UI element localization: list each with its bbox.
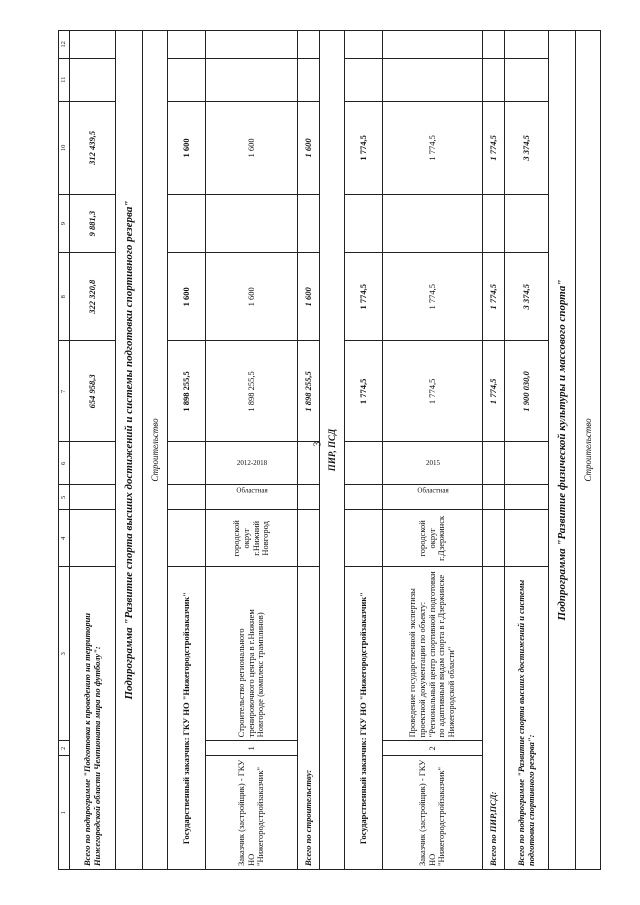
object2-location: городской округ г.Дзержинск xyxy=(383,510,483,567)
section-construction2-row xyxy=(576,31,601,870)
customer2-row xyxy=(345,31,383,870)
col-num-7: 7 xyxy=(59,341,70,442)
customer2-v7: 1 774,5 xyxy=(345,341,383,442)
total-construction-v10: 1 600 xyxy=(298,101,320,194)
total-reserve-v10: 3 374,5 xyxy=(505,101,549,194)
page-number: 3 xyxy=(312,441,324,447)
col-num-1: 1 xyxy=(59,756,70,870)
object1-years: 2012-2018 xyxy=(236,459,267,468)
rotated-table-wrapper xyxy=(58,30,593,870)
object2-v7: 1 774,5 xyxy=(383,341,483,442)
object1-number: 1 xyxy=(206,741,298,756)
object1-budget: Областная xyxy=(235,486,268,495)
col-num-12: 12 xyxy=(59,31,70,59)
column-number-row xyxy=(59,31,70,870)
section-construction2-title: Строительство xyxy=(576,31,601,870)
section-construction-title: Строительство xyxy=(143,31,168,870)
section-construction-row xyxy=(143,31,168,870)
total-reserve-label: Всего по подпрограмме "Развитие спорта высших достижений и системы подготовки спортивного резерва": xyxy=(505,567,549,870)
object2-v8: 1 774,5 xyxy=(383,253,483,341)
total-football-v9: 9 881,3 xyxy=(70,195,116,253)
customer2-label: Государственный заказчик: ГКУ НО "Нижегородстройзаказчик" xyxy=(345,567,383,870)
object1-description: Строительство регионального тренировочного центра в г.Нижнем Новгороде (комплекс трамплинов) xyxy=(206,567,298,741)
object1-location: городской округ г.Нижний Новгород xyxy=(206,510,298,567)
construction-program-table xyxy=(58,30,601,870)
total-football-v8: 322 320,8 xyxy=(70,253,116,341)
customer2-v8: 1 774,5 xyxy=(345,253,383,341)
object2-description: Проведение государственной экспертизы проектной документации по объекту: "Региональный центр спортивной подготовки по адаптивным видам спорта в г.Дзержинске Нижегородской области" xyxy=(383,567,483,741)
col-num-4: 4 xyxy=(59,510,70,567)
object1-customer: Заказчик (застройщик) - ГКУ НО "Нижегородстройзаказчик" xyxy=(206,756,298,870)
customer1-v8: 1 600 xyxy=(168,253,206,341)
customer1-row xyxy=(168,31,206,870)
customer1-v10: 1 600 xyxy=(168,101,206,194)
total-pir-label: Всего по ПИР,ПСД: xyxy=(483,567,505,870)
subprogram-reserve-row xyxy=(116,31,143,870)
total-pir-row xyxy=(483,31,505,870)
total-construction-v8: 1 600 xyxy=(298,253,320,341)
object2-budget: Областная xyxy=(416,486,449,495)
total-reserve-v7: 1 900 030,0 xyxy=(505,341,549,442)
col-num-5: 5 xyxy=(59,485,70,510)
object1-v8: 1 600 xyxy=(206,253,298,341)
object2-v10: 1 774,5 xyxy=(383,101,483,194)
total-construction-v7: 1 898 255,5 xyxy=(298,341,320,442)
object1-v7: 1 898 255,5 xyxy=(206,341,298,442)
total-football-v10: 312 439,5 xyxy=(70,101,116,194)
section-pir-title: ПИР, ПСД xyxy=(320,31,345,870)
col-num-10: 10 xyxy=(59,101,70,194)
total-construction-label: Всего по строительству: xyxy=(298,567,320,870)
col-num-9: 9 xyxy=(59,195,70,253)
object2-row xyxy=(383,31,483,870)
customer2-v10: 1 774,5 xyxy=(345,101,383,194)
col-num-11: 11 xyxy=(59,58,70,101)
subprogram-reserve-title: Подпрограмма "Развитие спорта высших достижений и системы подготовки спортивного резерва" xyxy=(116,31,143,870)
object1-row xyxy=(206,31,298,870)
total-football-v7: 654 958,3 xyxy=(70,341,116,442)
object2-number: 2 xyxy=(383,741,483,756)
object2-customer: Заказчик (застройщик) - ГКУ НО "Нижегородстройзаказчик" xyxy=(383,756,483,870)
total-construction-row xyxy=(298,31,320,870)
section-pir-row xyxy=(320,31,345,870)
col-num-3: 3 xyxy=(59,567,70,741)
subprogram-mass-row xyxy=(549,31,576,870)
total-reserve-row xyxy=(505,31,549,870)
col-num-2: 2 xyxy=(59,741,70,756)
total-pir-v8: 1 774,5 xyxy=(483,253,505,341)
object2-years: 2015 xyxy=(425,459,440,468)
object1-v10: 1 600 xyxy=(206,101,298,194)
total-pir-v7: 1 774,5 xyxy=(483,341,505,442)
subprogram-mass-title: Подпрограмма "Развитие физической культуры и массового спорта" xyxy=(549,31,576,870)
total-pir-v10: 1 774,5 xyxy=(483,101,505,194)
customer1-v7: 1 898 255,5 xyxy=(168,341,206,442)
col-num-6: 6 xyxy=(59,442,70,485)
total-reserve-v8: 3 374,5 xyxy=(505,253,549,341)
col-num-8: 8 xyxy=(59,253,70,341)
total-football-row xyxy=(70,31,116,870)
customer1-label: Государственный заказчик: ГКУ НО "Нижегородстройзаказчик" xyxy=(168,567,206,870)
total-football-label: Всего по подпрограмме "Подготовка к проведению на территории Нижегородской области Чемпионата мира по футболу": xyxy=(70,567,116,870)
